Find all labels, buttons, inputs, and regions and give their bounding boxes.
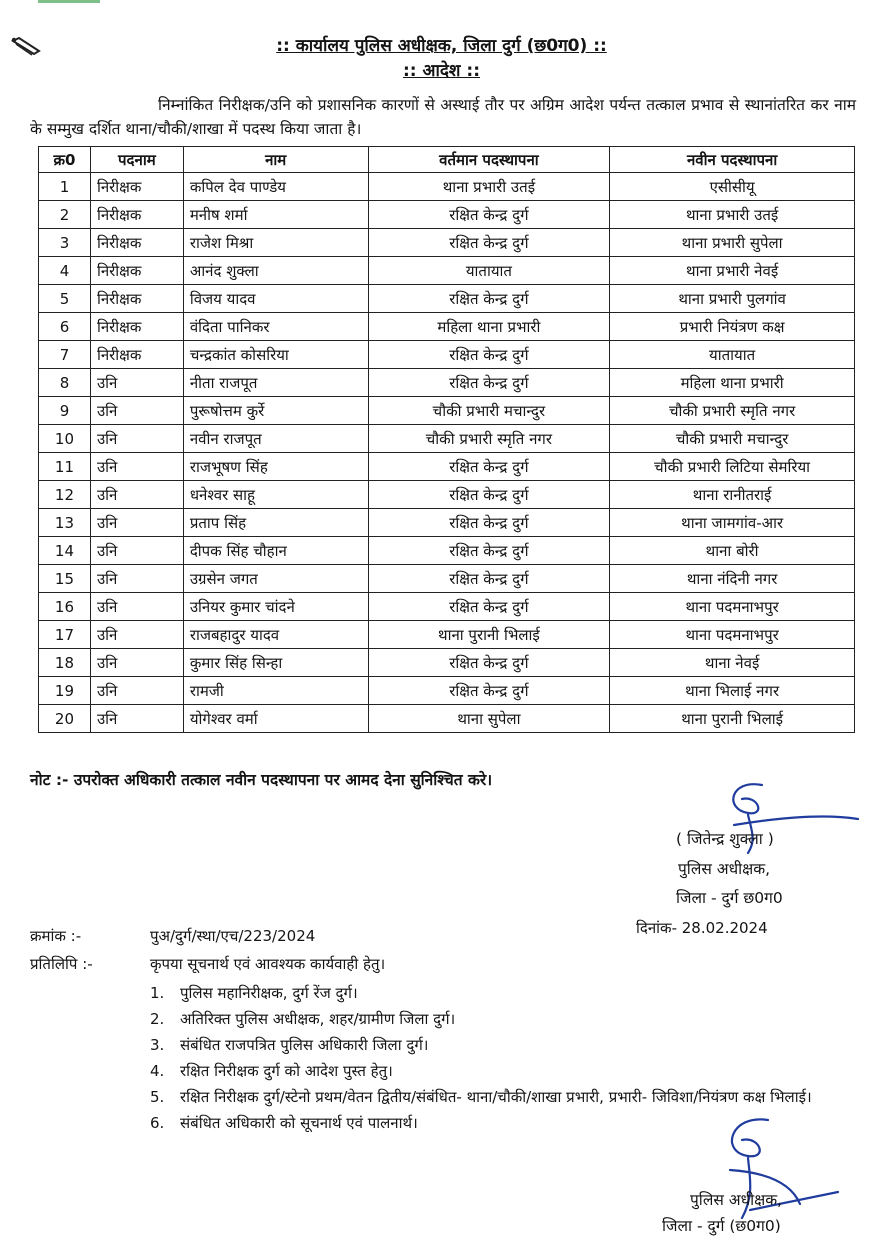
cell-serial: 20 — [39, 705, 91, 733]
order-number: पुअ/दुर्ग/स्था/एच/223/2024 — [150, 927, 316, 945]
list-item-text: संबंधित अधिकारी को सूचनार्थ एवं पालनार्थ। — [180, 1114, 418, 1132]
cell-serial: 14 — [39, 537, 91, 565]
cell-new-posting: थाना नेवई — [610, 649, 855, 677]
cell-name: दीपक सिंह चौहान — [183, 537, 368, 565]
cell-new-posting: थाना बोरी — [610, 537, 855, 565]
table-row — [39, 341, 855, 369]
cell-name: आनंद शुक्ला — [183, 257, 368, 285]
cell-current-posting: रक्षित केन्द्र दुर्ग — [368, 593, 610, 621]
cell-serial: 11 — [39, 453, 91, 481]
header-current-posting: वर्तमान पदस्थापना — [368, 147, 610, 173]
list-item-text: रक्षित निरीक्षक दुर्ग/स्टेनो प्रथम/वेतन द्वितीय/संबंधित- थाना/चौकी/शाखा प्रभारी, प्रभारी- जिविशा/नियंत्रण कक्ष भिलाई। — [180, 1088, 812, 1106]
cell-new-posting: थाना प्रभारी सुपेला — [610, 229, 855, 257]
table-row — [39, 285, 855, 313]
cell-rank: निरीक्षक — [90, 173, 183, 201]
table-row — [39, 509, 855, 537]
cell-new-posting: थाना प्रभारी पुलगांव — [610, 285, 855, 313]
cell-new-posting: थाना पदमनाभपुर — [610, 593, 855, 621]
cell-serial: 2 — [39, 201, 91, 229]
cell-name: नवीन राजपूत — [183, 425, 368, 453]
cell-current-posting: रक्षित केन्द्र दुर्ग — [368, 509, 610, 537]
cell-name: राजेश मिश्रा — [183, 229, 368, 257]
table-body — [39, 173, 855, 733]
cell-new-posting: थाना प्रभारी नेवई — [610, 257, 855, 285]
cell-name: विजय यादव — [183, 285, 368, 313]
cell-serial: 6 — [39, 313, 91, 341]
table-row — [39, 621, 855, 649]
cell-new-posting: थाना नंदिनी नगर — [610, 565, 855, 593]
cell-serial: 13 — [39, 509, 91, 537]
list-item — [150, 1084, 862, 1110]
table-row — [39, 425, 855, 453]
note: नोट :- उपरोक्त अधिकारी तत्काल नवीन पदस्थापना पर आमद देना सुनिश्चित करे। — [30, 771, 493, 789]
list-item-number: 4. — [150, 1062, 165, 1080]
cell-new-posting: थाना प्रभारी उतई — [610, 201, 855, 229]
cell-new-posting: थाना रानीतराई — [610, 481, 855, 509]
office-title: :: कार्यालय पुलिस अधीक्षक, जिला दुर्ग (छ0ग0) :: — [276, 36, 607, 56]
list-item — [150, 1032, 862, 1058]
cell-serial: 10 — [39, 425, 91, 453]
cell-rank: निरीक्षक — [90, 201, 183, 229]
cell-rank: निरीक्षक — [90, 341, 183, 369]
table-row — [39, 397, 855, 425]
cell-rank: उनि — [90, 397, 183, 425]
cell-current-posting: रक्षित केन्द्र दुर्ग — [368, 649, 610, 677]
cell-new-posting: चौकी प्रभारी लिटिया सेमरिया — [610, 453, 855, 481]
copy-label: प्रतिलिपि :- — [30, 955, 93, 973]
cell-current-posting: चौकी प्रभारी स्मृति नगर — [368, 425, 610, 453]
cell-serial: 16 — [39, 593, 91, 621]
table-row — [39, 257, 855, 285]
table-row — [39, 369, 855, 397]
cell-name: चन्द्रकांत कोसरिया — [183, 341, 368, 369]
cell-new-posting: यातायात — [610, 341, 855, 369]
order-date: दिनांक- 28.02.2024 — [636, 919, 768, 937]
cell-rank: निरीक्षक — [90, 229, 183, 257]
cell-name: उनियर कुमार चांदने — [183, 593, 368, 621]
cell-current-posting: रक्षित केन्द्र दुर्ग — [368, 285, 610, 313]
cell-current-posting: थाना प्रभारी उतई — [368, 173, 610, 201]
cell-current-posting: चौकी प्रभारी मचान्दुर — [368, 397, 610, 425]
cell-name: वंदिता पानिकर — [183, 313, 368, 341]
table-row — [39, 565, 855, 593]
table-row — [39, 229, 855, 257]
cell-name: कपिल देव पाण्डेय — [183, 173, 368, 201]
cell-serial: 7 — [39, 341, 91, 369]
cell-serial: 17 — [39, 621, 91, 649]
cell-new-posting: थाना भिलाई नगर — [610, 677, 855, 705]
list-item-text: रक्षित निरीक्षक दुर्ग को आदेश पुस्त हेतु। — [180, 1062, 393, 1080]
cell-name: पुरूषोत्तम कुर्रे — [183, 397, 368, 425]
table-row — [39, 705, 855, 733]
table-row — [39, 649, 855, 677]
cell-current-posting: रक्षित केन्द्र दुर्ग — [368, 201, 610, 229]
cell-new-posting: थाना पदमनाभपुर — [610, 621, 855, 649]
cell-rank: उनि — [90, 509, 183, 537]
header-serial: क्र0 — [39, 147, 91, 173]
cell-new-posting: चौकी प्रभारी स्मृति नगर — [610, 397, 855, 425]
cell-serial: 3 — [39, 229, 91, 257]
cell-current-posting: रक्षित केन्द्र दुर्ग — [368, 537, 610, 565]
cell-current-posting: रक्षित केन्द्र दुर्ग — [368, 565, 610, 593]
cell-current-posting: थाना पुरानी भिलाई — [368, 621, 610, 649]
table-row — [39, 313, 855, 341]
signatory-name: ( जितेन्द्र शुक्ला ) — [676, 830, 774, 848]
cell-current-posting: रक्षित केन्द्र दुर्ग — [368, 453, 610, 481]
cell-name: धनेश्वर साहू — [183, 481, 368, 509]
list-item-number: 6. — [150, 1114, 165, 1132]
list-item-number: 1. — [150, 984, 165, 1002]
transfer-table — [38, 146, 855, 733]
order-title: :: आदेश :: — [403, 61, 480, 81]
cell-serial: 19 — [39, 677, 91, 705]
table-row — [39, 481, 855, 509]
signatory-designation: पुलिस अधीक्षक, — [678, 860, 771, 878]
cell-serial: 8 — [39, 369, 91, 397]
order-number-label: क्रमांक :- — [30, 927, 82, 945]
cell-rank: उनि — [90, 621, 183, 649]
table-row — [39, 537, 855, 565]
cell-new-posting: प्रभारी नियंत्रण कक्ष — [610, 313, 855, 341]
cell-serial: 5 — [39, 285, 91, 313]
cell-name: योगेश्वर वर्मा — [183, 705, 368, 733]
cell-name: नीता राजपूत — [183, 369, 368, 397]
cell-rank: उनि — [90, 537, 183, 565]
list-item-text: पुलिस महानिरीक्षक, दुर्ग रेंज दुर्ग। — [180, 984, 358, 1002]
header-name: नाम — [183, 147, 368, 173]
cell-serial: 1 — [39, 173, 91, 201]
cell-current-posting: महिला थाना प्रभारी — [368, 313, 610, 341]
cell-name: राजभूषण सिंह — [183, 453, 368, 481]
cell-current-posting: रक्षित केन्द्र दुर्ग — [368, 341, 610, 369]
cell-new-posting: थाना जामगांव-आर — [610, 509, 855, 537]
cell-rank: निरीक्षक — [90, 313, 183, 341]
signatory-district: जिला - दुर्ग छ0ग0 — [676, 889, 783, 907]
cell-name: मनीष शर्मा — [183, 201, 368, 229]
top-edge-mark — [38, 0, 100, 3]
cell-current-posting: रक्षित केन्द्र दुर्ग — [368, 369, 610, 397]
intro-paragraph: निम्नांकित निरीक्षक/उनि को प्रशासनिक कारणों से अस्थाई तौर पर अग्रिम आदेश पर्यन्त तत्काल प्रभाव से स्थानांतरित कर नाम के सम्मुख दर्शित थाना/चौकी/शाखा में पदस्थ किया जाता है। — [30, 96, 857, 138]
table-row — [39, 201, 855, 229]
list-item — [150, 980, 862, 1006]
cell-rank: उनि — [90, 565, 183, 593]
cell-current-posting: रक्षित केन्द्र दुर्ग — [368, 677, 610, 705]
list-item — [150, 1006, 862, 1032]
cell-current-posting: थाना सुपेला — [368, 705, 610, 733]
cell-name: उग्रसेन जगत — [183, 565, 368, 593]
list-item-number: 3. — [150, 1036, 165, 1054]
cell-rank: उनि — [90, 705, 183, 733]
list-item-text: अतिरिक्त पुलिस अधीक्षक, शहर/ग्रामीण जिला दुर्ग। — [180, 1010, 456, 1028]
table-row — [39, 173, 855, 201]
cell-rank: उनि — [90, 593, 183, 621]
copy-intro: कृपया सूचनार्थ एवं आवश्यक कार्यवाही हेतु। — [150, 955, 386, 973]
cell-rank: उनि — [90, 677, 183, 705]
table-header-row — [39, 147, 855, 173]
cell-rank: उनि — [90, 369, 183, 397]
cell-serial: 12 — [39, 481, 91, 509]
footer-designation: पुलिस अधीक्षक, — [690, 1191, 783, 1209]
cell-serial: 4 — [39, 257, 91, 285]
cell-name: प्रताप सिंह — [183, 509, 368, 537]
cell-name: कुमार सिंह सिन्हा — [183, 649, 368, 677]
header-rank: पदनाम — [90, 147, 183, 173]
cell-new-posting: एसीसीयू — [610, 173, 855, 201]
cell-rank: निरीक्षक — [90, 285, 183, 313]
list-item — [150, 1058, 862, 1084]
cell-serial: 18 — [39, 649, 91, 677]
list-item-text: संबंधित राजपत्रित पुलिस अधिकारी जिला दुर्ग। — [180, 1036, 429, 1054]
cell-name: राजबहादुर यादव — [183, 621, 368, 649]
cell-serial: 15 — [39, 565, 91, 593]
cell-current-posting: रक्षित केन्द्र दुर्ग — [368, 481, 610, 509]
table-row — [39, 593, 855, 621]
header-new-posting: नवीन पदस्थापना — [610, 147, 855, 173]
cell-current-posting: यातायात — [368, 257, 610, 285]
cell-serial: 9 — [39, 397, 91, 425]
cell-rank: उनि — [90, 453, 183, 481]
cell-new-posting: महिला थाना प्रभारी — [610, 369, 855, 397]
list-item-number: 5. — [150, 1088, 165, 1106]
cell-new-posting: थाना पुरानी भिलाई — [610, 705, 855, 733]
table-row — [39, 677, 855, 705]
list-item-number: 2. — [150, 1010, 165, 1028]
cell-rank: निरीक्षक — [90, 257, 183, 285]
cell-rank: उनि — [90, 649, 183, 677]
cell-rank: उनि — [90, 481, 183, 509]
footer-district: जिला - दुर्ग (छ0ग0) — [662, 1217, 781, 1235]
cell-new-posting: चौकी प्रभारी मचान्दुर — [610, 425, 855, 453]
cell-current-posting: रक्षित केन्द्र दुर्ग — [368, 229, 610, 257]
table-row — [39, 453, 855, 481]
cell-rank: उनि — [90, 425, 183, 453]
cell-name: रामजी — [183, 677, 368, 705]
